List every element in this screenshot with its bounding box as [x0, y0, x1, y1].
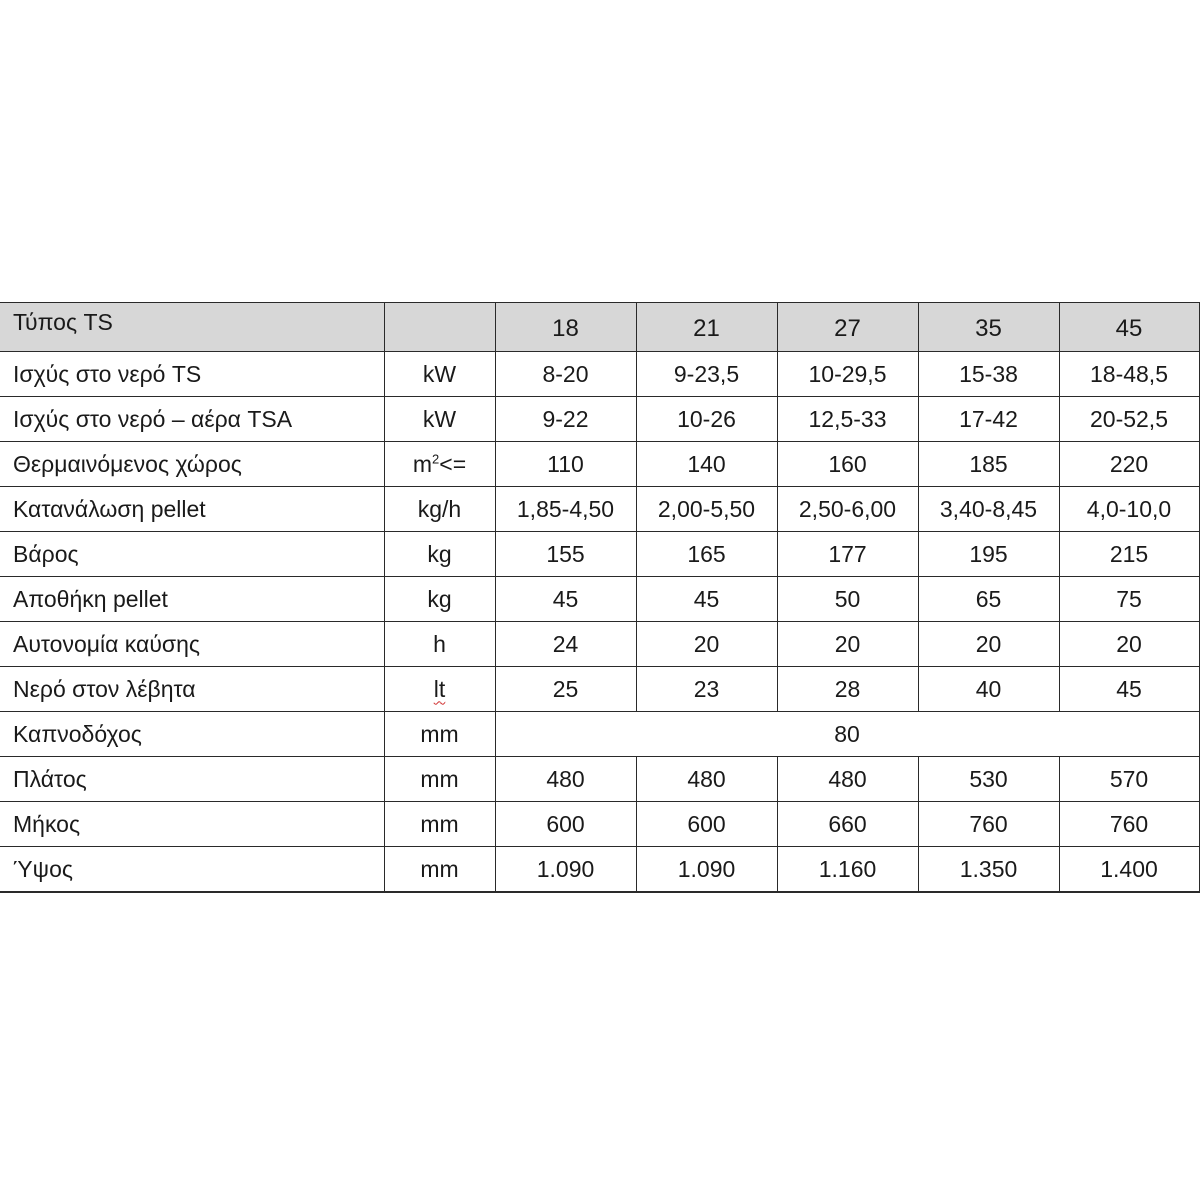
- row-value: 1.400: [1059, 847, 1199, 893]
- row-value: 65: [918, 577, 1059, 622]
- row-value: 600: [636, 802, 777, 847]
- row-value: 24: [495, 622, 636, 667]
- row-unit: h: [384, 622, 495, 667]
- table-row: [0, 352, 1199, 397]
- row-value: 480: [636, 757, 777, 802]
- row-value: 1.090: [495, 847, 636, 893]
- row-value: 15-38: [918, 352, 1059, 397]
- row-value: 10-26: [636, 397, 777, 442]
- spec-table: [0, 302, 1200, 893]
- row-value: 600: [495, 802, 636, 847]
- table-row: [0, 532, 1199, 577]
- table-row: [0, 802, 1199, 847]
- row-unit: kg: [384, 532, 495, 577]
- row-value: 50: [777, 577, 918, 622]
- row-value: 480: [495, 757, 636, 802]
- table-row: [0, 847, 1199, 893]
- row-value: 25: [495, 667, 636, 712]
- row-unit: [384, 442, 495, 487]
- row-value: 18-48,5: [1059, 352, 1199, 397]
- row-unit: kg/h: [384, 487, 495, 532]
- row-label: Αυτονομία καύσης: [0, 622, 384, 667]
- table-row: [0, 577, 1199, 622]
- unit-spellcheck-text: lt: [433, 675, 446, 702]
- row-label: Μήκος: [0, 802, 384, 847]
- row-unit: mm: [384, 712, 495, 757]
- row-value: 8-20: [495, 352, 636, 397]
- row-label: Ισχύς στο νερό TS: [0, 352, 384, 397]
- table-row: [0, 487, 1199, 532]
- row-value: 220: [1059, 442, 1199, 487]
- row-unit: mm: [384, 802, 495, 847]
- header-model: 35: [918, 303, 1059, 352]
- row-label: Καπνοδόχος: [0, 712, 384, 757]
- row-value: 10-29,5: [777, 352, 918, 397]
- row-value: 9-22: [495, 397, 636, 442]
- row-label: Κατανάλωση pellet: [0, 487, 384, 532]
- row-unit: kW: [384, 397, 495, 442]
- row-value: 45: [495, 577, 636, 622]
- row-value: 480: [777, 757, 918, 802]
- row-value: 20: [1059, 622, 1199, 667]
- row-value: 1,85-4,50: [495, 487, 636, 532]
- header-label: Τύπος TS: [0, 303, 384, 352]
- row-value: 40: [918, 667, 1059, 712]
- row-merged-value: 80: [495, 712, 1199, 757]
- row-value: 760: [918, 802, 1059, 847]
- table-row: [0, 757, 1199, 802]
- table-row: [0, 667, 1199, 712]
- header-model: 45: [1059, 303, 1199, 352]
- row-value: 570: [1059, 757, 1199, 802]
- row-value: 1.160: [777, 847, 918, 893]
- row-value: 215: [1059, 532, 1199, 577]
- row-label: Θερμαινόμενος χώρος: [0, 442, 384, 487]
- row-unit: mm: [384, 847, 495, 893]
- row-value: 140: [636, 442, 777, 487]
- row-value: 160: [777, 442, 918, 487]
- row-unit: mm: [384, 757, 495, 802]
- row-value: 660: [777, 802, 918, 847]
- table-header-row: [0, 303, 1199, 352]
- row-value: 45: [636, 577, 777, 622]
- row-unit: [384, 667, 495, 712]
- row-value: 165: [636, 532, 777, 577]
- row-label: Ύψος: [0, 847, 384, 893]
- row-unit: kW: [384, 352, 495, 397]
- header-unit: [384, 303, 495, 352]
- row-value: 760: [1059, 802, 1199, 847]
- row-value: 1.350: [918, 847, 1059, 893]
- row-label: Πλάτος: [0, 757, 384, 802]
- row-value: 45: [1059, 667, 1199, 712]
- row-value: 17-42: [918, 397, 1059, 442]
- unit-suffix: <=: [439, 450, 467, 477]
- row-value: 110: [495, 442, 636, 487]
- unit-base: m: [412, 450, 433, 477]
- table-row: [0, 442, 1199, 487]
- row-value: 12,5-33: [777, 397, 918, 442]
- row-label: Νερό στον λέβητα: [0, 667, 384, 712]
- header-model: 18: [495, 303, 636, 352]
- header-model: 27: [777, 303, 918, 352]
- row-value: 2,50-6,00: [777, 487, 918, 532]
- row-value: 195: [918, 532, 1059, 577]
- row-value: 28: [777, 667, 918, 712]
- row-value: 177: [777, 532, 918, 577]
- row-value: 20: [636, 622, 777, 667]
- row-value: 3,40-8,45: [918, 487, 1059, 532]
- row-unit: kg: [384, 577, 495, 622]
- row-value: 75: [1059, 577, 1199, 622]
- row-label: Βάρος: [0, 532, 384, 577]
- row-label: Ισχύς στο νερό – αέρα TSA: [0, 397, 384, 442]
- table-row: [0, 622, 1199, 667]
- row-value: 530: [918, 757, 1059, 802]
- row-value: 185: [918, 442, 1059, 487]
- row-value: 4,0-10,0: [1059, 487, 1199, 532]
- row-value: 23: [636, 667, 777, 712]
- row-value: 20: [777, 622, 918, 667]
- unit-superscript: 2: [432, 450, 440, 466]
- row-value: 20-52,5: [1059, 397, 1199, 442]
- header-model: 21: [636, 303, 777, 352]
- row-value: 20: [918, 622, 1059, 667]
- row-label: Αποθήκη pellet: [0, 577, 384, 622]
- table-row: [0, 397, 1199, 442]
- row-value: 2,00-5,50: [636, 487, 777, 532]
- row-value: 1.090: [636, 847, 777, 893]
- row-value: 9-23,5: [636, 352, 777, 397]
- row-value: 155: [495, 532, 636, 577]
- table-row: [0, 712, 1199, 757]
